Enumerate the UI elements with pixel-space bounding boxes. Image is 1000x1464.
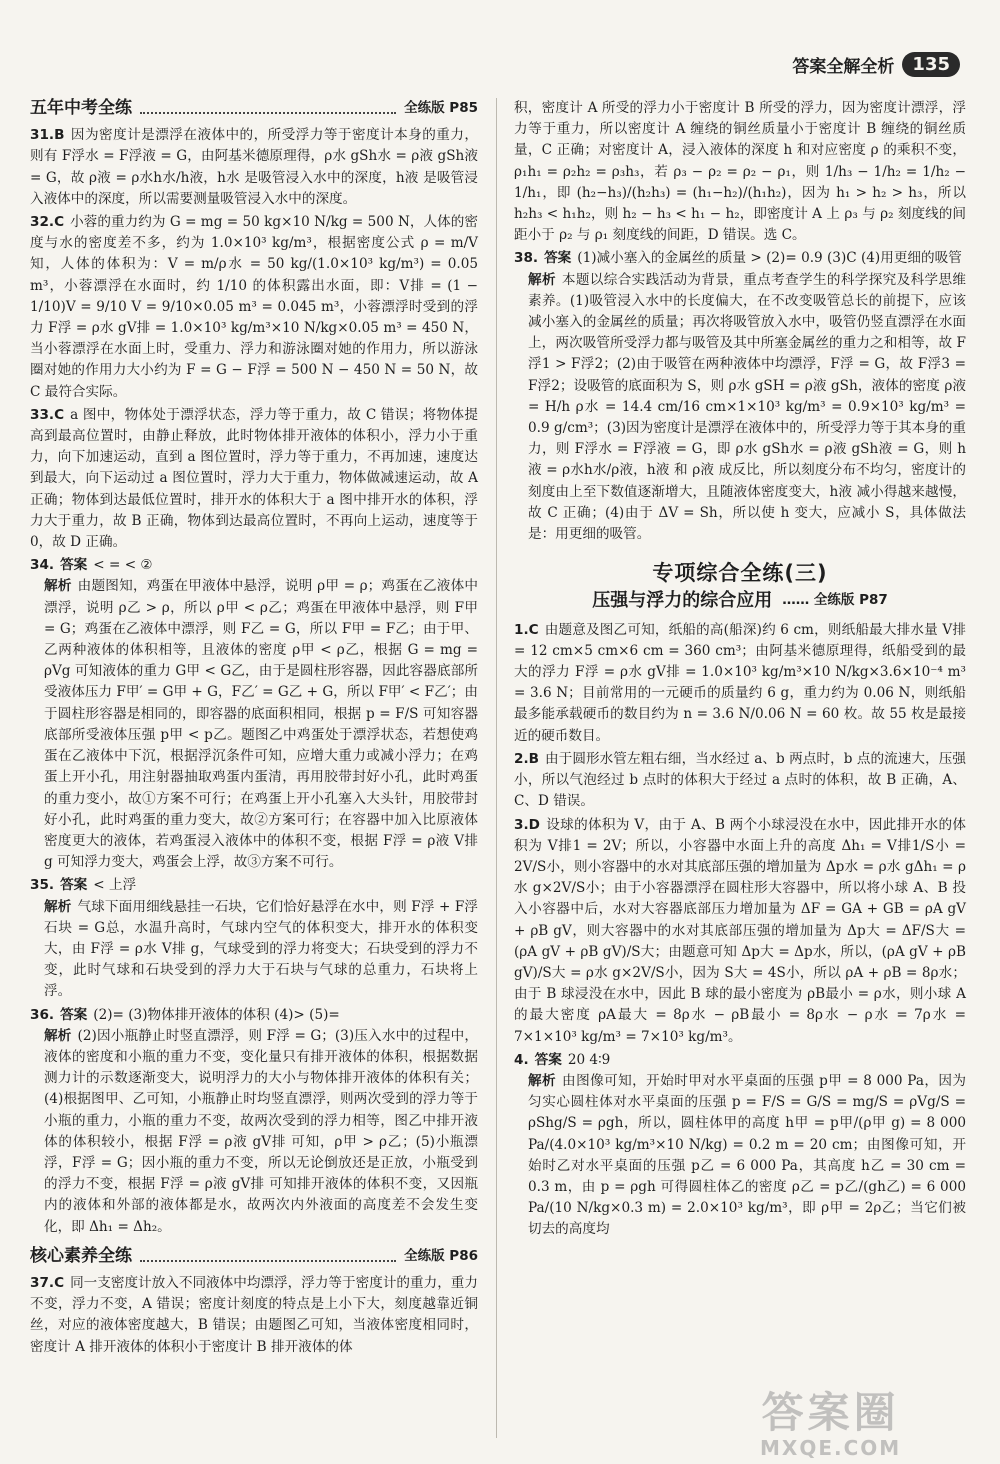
answer-text: 由题意及图乙可知，纸船的高(船深)约 6 cm，则纸船最大排水量 V排 = 12 cm×5 cm×6 cm = 360 cm³；由阿基米德原理得，纸船受到的最大的浮力 F浮 = ρ水 gV排 = 1.0×10³ kg/m³×10 N/kg×3.6×10⁻⁴ m³ = 3.6 N；目前常用的一元硬币的质量约 6 g，重力约为 0.06 N，则纸船最多能承载硬币的数目约为 n = 3.6 N/0.06 N = 60 枚。故 55 枚是最接近的硬币数目。: [514, 621, 966, 744]
section-heading-five-year: [30, 98, 478, 119]
analysis-text: (2)因小瓶静止时竖直漂浮，则 F浮 = G；(3)压入水中的过程中，液体的密度和小瓶的重力不变，变化量只有排开液体的体积，根据数据测力计的示数逐渐变大，说明浮力的大小与物体排开液体的体积有关；(4)根据图甲、乙可知，小瓶静止时均竖直漂浮，则两次受到的浮力等于小瓶的重力，小瓶的重力不变，故两次受到的浮力相等，图乙中排开液体的体积较小，根据 F浮 = ρ液 gV排 可知，ρ甲 > ρ乙；(5)小瓶漂浮，F浮 = G；因小瓶的重力不变，所以无论倒放还是正放，小瓶受到的浮力不变，根据 F浮 = ρ液 gV排 可知排开液体的体积不变，又因瓶内的液体和外部的液体都是水，故两次内外液面的高度差不会发生变化，即 Δh₁ = Δh₂。: [44, 1027, 479, 1235]
watermark-line2: MXQE.COM: [760, 1436, 902, 1460]
answer-text: 同一支密度计放入不同液体中均漂浮，浮力等于密度计的重力，重力不变，浮力不变，A 错误；密度计刻度的特点是上小下大，刻度越靠近铜丝，对应的液体密度越大，B 错误；由题图乙可知，当液体密度相同时，密度计 A 排开液体的体积小于密度计 B 排开液体的体: [30, 1274, 478, 1355]
page-header: [792, 52, 960, 77]
question-number: 35.: [30, 877, 55, 894]
answer-text: 设球的体积为 V，由于 A、B 两个小球浸没在水中，因此排开水的体积为 V排1 = 2V；所以，小容器中水面上升的高度 Δh₁ = V排1/S小 = 2V/S小，则小容器中的水对其底部压强的增加量为 Δp水 = ρ水 gΔh₁ = ρ水 g×2V/S小；由于小容器漂浮在圆柱形大容器中，所以将小球 A、B 投入小容器中后，水对大容器底部压力增加量为 ΔF = GA + GB = ρA gV + ρB gV，则大容器中的水对其底部压强的增加量为 Δp大 = ΔF/S大 = (ρA gV + ρB gV)/S大；由题意可知 Δp大 = Δp水，所以，(ρA gV + ρB gV)/S大 = ρ水 g×2V/S小，因为 S大 = 4S小，所以 ρA + ρB = 8ρ水；由于 B 球浸没在水中，因此 B 球的最小密度为 ρB最小 = ρ水，则小球 A 的最大密度 ρA最大 = 8ρ水 − ρB最小 = 8ρ水 − ρ水 = 7ρ水 = 7×1×10³ kg/m³ = 7×10³ kg/m³。: [514, 816, 966, 1045]
question-number: 2.B: [514, 750, 539, 767]
column-divider: [496, 98, 497, 1438]
answer-text: 由于圆形水管左粗右细，当水经过 a、b 两点时，b 点的流速大，压强小，所以气泡经过 b 点时的体积大于经过 a 点时的体积，故 B 正确，A、C、D 错误。: [514, 750, 966, 810]
left-column: [30, 98, 478, 1360]
answer-label: 答案: [534, 1051, 562, 1068]
analysis-block: [30, 1026, 478, 1238]
answer-item-37: [30, 1273, 478, 1358]
analysis-text: 由图像可知，开始时甲对水平桌面的压强 p甲 = 8 000 Pa，因为匀实心圆柱体对水平桌面的压强 p = F/S = G/S = mg/S = ρVg/S = ρShg/S = ρgh，所以，圆柱体甲的高度 h甲 = p甲/(ρ甲 g) = 8 000 Pa/(4.0×10³ kg/m³×10 N/kg) = 0.2 m = 20 cm；由图像可知，开始时乙对水平桌面的压强 p乙 = 6 000 Pa，其高度 h乙 = 30 cm = 0.3 m，由 p = ρgh 可得圆柱体乙的密度 ρ乙 = p乙/(gh乙) = 6 000 Pa/(10 N/kg×0.3 m) = 2.0×10³ kg/m³，即 ρ甲 = 2ρ乙；当它们被切去的高度均: [528, 1072, 966, 1238]
answer-label: 答案: [544, 250, 572, 267]
question-number: 37.C: [30, 1274, 65, 1291]
analysis-text: 由题图知，鸡蛋在甲液体中悬浮，说明 ρ甲 = ρ；鸡蛋在乙液体中漂浮，说明 ρ乙 > ρ，所以 ρ甲 < ρ乙；鸡蛋在甲液体中悬浮，则 F甲 = G；鸡蛋在乙液体中漂浮，则 F乙 = G，所以 F甲 = F乙；由于甲、乙两种液体的体积相等，且液体的密度 ρ甲 < ρ乙，根据 G = mg = ρVg 可知液体的重力 G甲 < G乙，由于是圆柱形容器，因此容器底部所受液体压力 F甲′ = G甲 + G，F乙′ = G乙 + G，所以 F甲′ < F乙′；由于圆柱形容器是相同的，即容器的底面积相同，根据 p = F/S 可知容器底部所受液体压强 p甲 < p乙。题图乙中鸡蛋处于漂浮状态，若想使鸡蛋在乙液体中下沉，根据浮沉条件可知，应增大重力或减小浮力；在鸡蛋上开小孔，用注射器抽取鸡蛋内蛋清，再用胶带封好小孔，此时鸡蛋的重力变小，故①方案不可行；在鸡蛋上开小孔塞入大头针，用胶带封好小孔，此时鸡蛋的重力变大，故②方案可行；在容器中加入比原液体密度更大的液体，若鸡蛋浸入液体中的体积不变，根据 F浮 = ρ液 V排 g 可知浮力变大，鸡蛋会上浮，故③方案不可行。: [44, 578, 479, 871]
analysis-block: [514, 1071, 966, 1241]
analysis-label: 解析: [528, 1072, 557, 1089]
answer-text: 小蓉的重力约为 G = mg = 50 kg×10 N/kg = 500 N，人体的密度与水的密度差不多，约为 1.0×10³ kg/m³，根据密度公式 ρ = m/V 知，人体的体积为：V = m/ρ水 = 50 kg/(1.0×10³ kg/m³) = 0.05 m³，小蓉漂浮在水面时，约 1/10 的体积露出水面，即：V排 = (1 − 1/10)V = 9/10 V = 9/10×0.05 m³ = 0.045 m³，小蓉漂浮时受到的浮力 F浮 = ρ水 gV排 = 1.0×10³ kg/m³×10 N/kg×0.05 m³ = 450 N，当小蓉漂浮在水面上时，受重力、浮力和游泳圈对她的作用力，所以游泳圈对她的作用力大小约为 F = G − F浮 = 500 N − 450 N = 50 N，故 C 最符合实际。: [30, 214, 478, 400]
answer-item-31: [30, 125, 478, 210]
answer-label: 答案: [60, 557, 88, 574]
answer-value: < 上浮: [93, 877, 137, 894]
answer-text: a 图中，物体处于漂浮状态，浮力等于重力，故 C 错误；将物体提高到最高位置时，由静止释放，此时物体排开液体的体积小，浮力小于重力，向下加速运动，直到 a 图位置时，浮力等于重力，不再加速，速度达到最大，向下运动过 a 图位置时，浮力大于重力，物体做减速运动，故 A 正确；物体到达最低位置时，排开水的体积大于 a 图中排开水的体积，浮力大于重力，故 B 正确，物体到达最高位置时，不再向上运动，速度等于 0，故 D 正确。: [30, 406, 478, 551]
section-title: 五年中考全练: [30, 98, 132, 118]
section-ref: 全练版 P85: [404, 100, 478, 116]
analysis-block: [30, 576, 478, 873]
answer-item-s2: [514, 749, 966, 813]
answer-value: (1)减小塞入的金属丝的质量 > (2)= 0.9 (3)C (4)用更细的吸管: [577, 250, 962, 267]
question-number: 34.: [30, 557, 55, 574]
page-header-title: 答案全解全析: [792, 57, 895, 77]
question-number: 32.C: [30, 214, 65, 231]
watermark-line1: 答案圈: [761, 1388, 900, 1437]
answer-label: 答案: [60, 1006, 88, 1023]
answer-item-36: [30, 1005, 478, 1238]
answer-value: < = < ②: [93, 557, 153, 574]
section-title: 核心素养全练: [30, 1245, 132, 1266]
answer-item-32: [30, 212, 478, 403]
page-number: 135: [902, 52, 960, 77]
analysis-label: 解析: [44, 1027, 72, 1044]
analysis-block: [30, 897, 478, 1003]
question-number: 4.: [514, 1051, 529, 1068]
leader-dots: [140, 1260, 396, 1262]
special-ref: …… 全练版 P87: [782, 592, 888, 609]
question-number: 33.C: [30, 406, 65, 423]
answer-text: 因为密度计是漂浮在液体中的，所受浮力等于密度计本身的重力，则有 F浮水 = F浮液 = G，由阿基米德原理得，ρ水 gSh水 = ρ液 gSh液 = G，故 ρ液 = ρ水h水/h液，h水 是吸管浸入水中的深度，h液 是吸管浸入液体中的深度，所以需要测量吸管浸入水中的深度。: [30, 127, 478, 207]
answer-item-34: [30, 555, 478, 873]
answer-value: (2)= (3)物体排开液体的体积 (4)> (5)=: [93, 1006, 340, 1023]
analysis-label: 解析: [44, 578, 72, 595]
question-number: 36.: [30, 1006, 55, 1023]
special-title: 专项综合全练(三): [652, 561, 828, 586]
leader-dots: [140, 112, 396, 114]
question-number: 38.: [514, 250, 539, 267]
answer-label: 答案: [60, 877, 88, 894]
answer-item-35: [30, 875, 478, 1002]
analysis-label: 解析: [528, 271, 556, 288]
answer-text: 积，密度计 A 所受的浮力小于密度计 B 所受的浮力，因为密度计漂浮，浮力等于重力，所以密度计 A 缠绕的铜丝质量小于密度计 B 缠绕的铜丝质量，C 正确；对密度计 A，浸入液体的深度 h 和对应密度 ρ 的乘积不变，ρ₁h₁ = ρ₂h₂ = ρ₃h₃，若 ρ₃ − ρ₂ = ρ₂ − ρ₁，则 1/h₃ − 1/h₂ = 1/h₂ − 1/h₁，即 (h₂−h₃)/(h₂h₃) = (h₁−h₂)/(h₁h₂)，因为 h₁ > h₂ > h₃，所以 h₂h₃ < h₁h₂，则 h₂ − h₃ < h₁ − h₂，即密度计 A 上 ρ₃ 与 ρ₂ 刻度线的间距小于 ρ₂ 与 ρ₁ 刻度线的间距，D 错误。选 C。: [514, 100, 966, 244]
analysis-label: 解析: [44, 898, 72, 915]
answer-item-33: [30, 405, 478, 553]
question-number: 31.B: [30, 127, 65, 144]
section-heading-core: [30, 1246, 478, 1267]
answer-item-37-continued: [514, 98, 966, 246]
analysis-text: 气球下面用细线悬挂一石块，它们恰好悬浮在水中，则 F浮 + F浮石块 = G总，水温升高时，气球内空气的体积变大，排开水的体积变大，由 F浮 = ρ水 V排 g，气球受到的浮力将变大；石块受到的浮力不变，此时气球和石块受到的浮力大于石块与气球的总重力，石块将上浮。: [44, 898, 479, 1000]
question-number: 3.D: [514, 816, 540, 833]
special-subtitle: 压强与浮力的综合应用: [592, 590, 773, 612]
answer-value: 20 4∶9: [567, 1051, 611, 1068]
question-number: 1.C: [514, 621, 539, 638]
section-ref: 全练版 P86: [404, 1247, 478, 1264]
watermark-logo: [760, 1380, 901, 1460]
special-subtitle-row: [514, 590, 966, 611]
answer-item-s3: [514, 815, 966, 1048]
answer-item-s4: [514, 1050, 966, 1241]
analysis-text: 本题以综合实践活动为背景，重点考查学生的科学探究及科学思维素养。(1)吸管浸入水中的长度偏大，在不改变吸管总长的前提下，应该减小塞入的金属丝的质量；再次将吸管放入水中，吸管仍竖直漂浮在水面上，两次吸管所受浮力都与吸管及其中所塞金属丝的重力之和相等，故 F浮1 > F浮2；(2)由于吸管在两种液体中均漂浮，F浮 = G，故 F浮3 = F浮2；设吸管的底面积为 S，则 ρ水 gSH = ρ液 gSh，液体的密度 ρ液 = H/h ρ水 = 14.4 cm/16 cm×1×10³ kg/m³ = 0.9×10³ kg/m³ = 0.9 g/cm³；(3)因为密度计是漂浮在液体中的，所受浮力等于其本身的重力，则 F浮水 = F浮液 = G，即 ρ水 gSh水 = ρ液 gSh液 = G，则 h液 = ρ水h水/ρ液，h液 和 ρ液 成反比，所以刻度分布不均匀，密度计的刻度由上至下数值逐渐增大，且随液体密度变大，h液 减小得越来越慢，故 C 正确；(4)由于 ΔV = Sh，所以使 h 变大，应减小 S，具体做法是：用更细的吸管。: [528, 271, 967, 543]
answer-item-38: [514, 248, 966, 545]
right-column: [514, 98, 966, 1243]
special-section-heading: [514, 563, 966, 611]
answer-item-s1: [514, 620, 966, 747]
analysis-block: [514, 270, 966, 546]
